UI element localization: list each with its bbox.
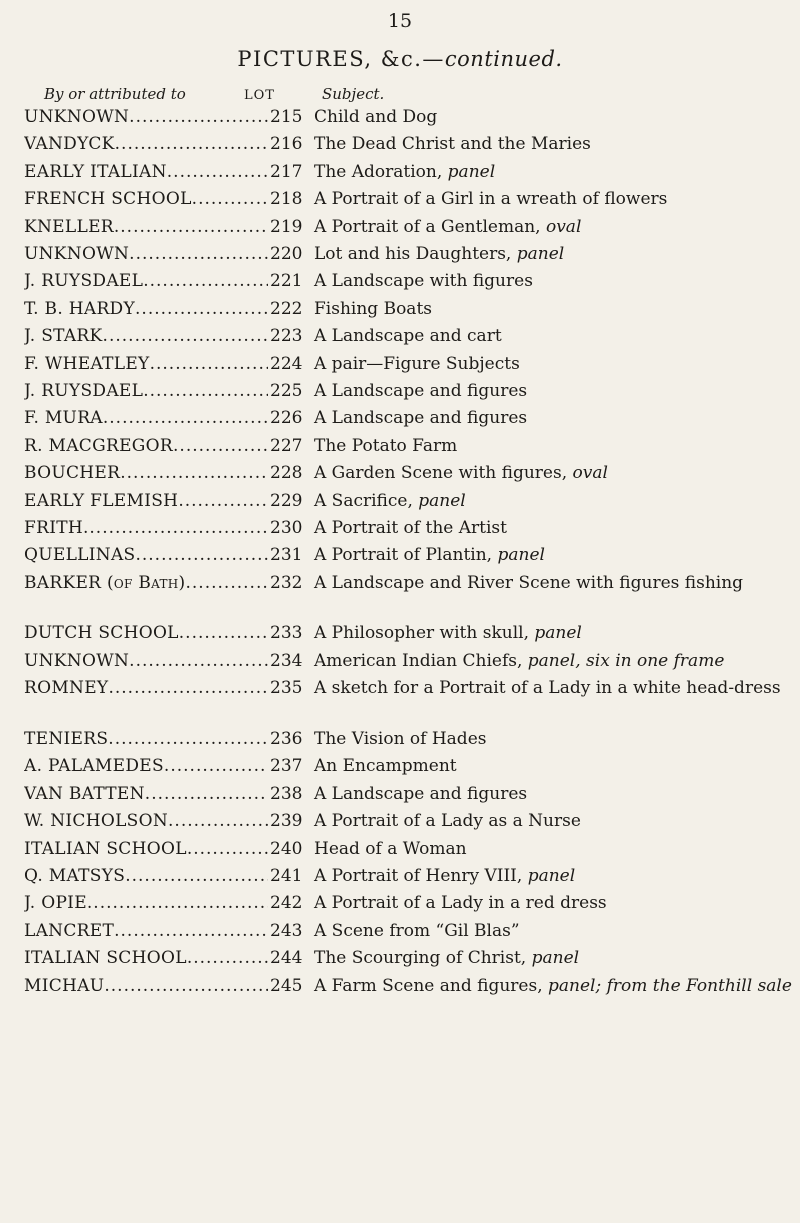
lot-number: 231 [270, 545, 303, 566]
artist-name: UNKNOWN ..... [24, 244, 268, 265]
subject-text [314, 573, 800, 594]
artist-name: DUTCH SCHOOL ..... [24, 623, 268, 644]
subject-title: A Garden Scene with figures, [314, 463, 568, 484]
subject-title: A Scene from “Gil Blas” [314, 920, 520, 941]
artist-name: VANDYCK ..... [24, 134, 268, 155]
subject-text [314, 975, 792, 997]
subject-text [314, 436, 784, 457]
subject-note: oval [572, 463, 608, 484]
subject-title: A Portrait of the Artist [314, 518, 507, 538]
subject-note: panel [531, 948, 580, 969]
lot-number: 236 [270, 728, 303, 749]
running-title-main: PICTURES, &c.— [237, 47, 445, 71]
lot-number: 216 [270, 134, 303, 155]
page-number: 15 [387, 10, 413, 32]
artist-name: J. RUYSDAEL ..... [24, 381, 268, 402]
lot-number: 235 [270, 678, 303, 699]
artist-name: A. PALAMEDES ..... [24, 756, 268, 777]
subject-text [314, 839, 784, 860]
subject-title: A Portrait of Henry VIII, [314, 865, 523, 886]
subject-text [314, 162, 784, 183]
artist-name: KNELLER ..... [24, 217, 268, 238]
lot-number: 243 [270, 920, 303, 941]
lot-number: 218 [270, 189, 303, 210]
lot-number: 222 [270, 298, 303, 319]
subject-text [314, 729, 784, 750]
artist-name: UNKNOWN ..... [24, 651, 268, 672]
subject-text [314, 354, 784, 375]
subject-title: A Portrait of a Girl in a wreath of flowers [314, 189, 668, 210]
artist-name: J. RUYSDAEL ..... [24, 271, 268, 292]
subject-title: American Indian Chiefs, [314, 650, 523, 671]
subject-note: panel; from the Fonthill sale [548, 975, 792, 996]
subject-title: A Sacrifice, [314, 490, 413, 511]
lot-number: 226 [270, 408, 303, 429]
subject-note: panel [418, 490, 466, 511]
subject-title: A Portrait of a Lady as a Nurse [314, 811, 581, 832]
artist-name: ROMNEY ..... [24, 678, 268, 699]
artist-name: ITALIAN SCHOOL ..... [24, 948, 268, 969]
artist-name: J. OPIE ..... [24, 893, 268, 914]
lot-number: 233 [270, 623, 303, 644]
lot-number: 224 [270, 353, 303, 374]
subject-title: A Portrait of Plantin, [314, 545, 493, 566]
column-header-lot: LOT [244, 88, 275, 103]
lot-number: 245 [270, 975, 303, 996]
subject-title: The Potato Farm [314, 435, 458, 456]
artist-name: VAN BATTEN ..... [24, 784, 268, 805]
artist-name: TENIERS ..... [24, 729, 268, 750]
running-title-continued: continued. [444, 47, 563, 71]
subject-text [314, 463, 784, 484]
artist-name: F. MURA ..... [24, 408, 268, 429]
subject-title: An Encampment [314, 756, 457, 777]
subject-title: Fishing Boats [314, 298, 432, 319]
subject-text [314, 811, 784, 832]
subject-title: A Landscape and cart [314, 326, 502, 347]
subject-title: A Farm Scene and figures, [314, 975, 543, 996]
lot-number: 221 [270, 271, 303, 292]
artist-name: T. B. HARDY ..... [24, 299, 268, 320]
subject-text [314, 189, 784, 210]
lot-number: 229 [270, 490, 303, 511]
subject-text [314, 299, 784, 320]
artist-name: FRENCH SCHOOL ..... [24, 189, 268, 210]
subject-title: The Adoration, [314, 161, 443, 182]
subject-title: The Scourging of Christ, [314, 948, 527, 969]
subject-title: Child and Dog [314, 107, 438, 127]
subject-text [314, 408, 784, 429]
lot-number: 241 [270, 865, 303, 886]
lot-number: 240 [270, 838, 303, 859]
subject-text [314, 217, 784, 238]
subject-text [314, 784, 784, 805]
artist-name: QUELLINAS ..... [24, 545, 268, 566]
subject-text [314, 921, 784, 942]
lot-number: 234 [270, 650, 303, 671]
artist-name: F. WHEATLEY ..... [24, 354, 268, 375]
artist-name: ITALIAN SCHOOL ..... [24, 839, 268, 860]
subject-text [314, 948, 784, 969]
subject-note: panel [497, 545, 545, 566]
subject-text [314, 518, 784, 539]
subject-note: panel [516, 244, 565, 264]
lot-number: 228 [270, 463, 303, 484]
artist-name: MICHAU ..... [24, 976, 268, 997]
subject-text [314, 491, 784, 512]
subject-note: panel, six in one frame [527, 650, 725, 671]
subject-title: A Philosopher with skull, [314, 623, 529, 644]
lot-number: 244 [270, 948, 303, 969]
lot-number: 215 [270, 107, 303, 127]
column-header-artist: By or attributed to [44, 85, 186, 103]
subject-title: A pair—Figure Subjects [314, 353, 520, 374]
lot-number: 223 [270, 326, 303, 347]
subject-title: A Landscape with figures [314, 271, 533, 292]
lot-number: 237 [270, 756, 303, 777]
subject-text [314, 623, 784, 644]
lot-number: 219 [270, 216, 303, 237]
subject-text [314, 866, 784, 887]
subject-text [314, 326, 784, 347]
subject-note: panel [527, 865, 576, 886]
artist-name: BARKER (of Bath) ..... [24, 573, 268, 594]
artist-name: EARLY ITALIAN ..... [24, 162, 268, 183]
lot-number: 242 [270, 893, 303, 914]
artist-name: J. STARK ..... [24, 326, 268, 347]
subject-text [314, 381, 784, 402]
subject-note: oval [545, 216, 582, 237]
artist-name: LANCRET ..... [24, 921, 268, 942]
lot-number: 220 [270, 244, 303, 264]
lot-number: 227 [270, 435, 303, 456]
subject-text [314, 893, 784, 914]
lot-number: 230 [270, 518, 303, 538]
subject-text [314, 244, 784, 265]
artist-name: Q. MATSYS ..... [24, 866, 268, 887]
subject-text [314, 678, 800, 699]
lot-number: 238 [270, 783, 303, 804]
subject-title: A Landscape and River Scene with figures fishing [314, 572, 744, 593]
artist-name: UNKNOWN ..... [24, 107, 268, 128]
artist-name: EARLY FLEMISH ..... [24, 491, 268, 512]
artist-name: BOUCHER ..... [24, 463, 268, 484]
subject-title: A Landscape and figures [314, 381, 528, 401]
subject-text [314, 134, 784, 155]
artist-name: R. MACGREGOR ..... [24, 436, 268, 457]
artist-name: FRITH ..... [24, 518, 268, 539]
lot-number: 225 [270, 381, 303, 401]
subject-title: A sketch for a Portrait of a Lady in a white head-dress [314, 678, 781, 699]
lot-number: 239 [270, 811, 303, 832]
subject-text [314, 545, 784, 566]
subject-title: The Dead Christ and the Maries [314, 134, 591, 155]
subject-title: A Portrait of a Gentleman, [314, 216, 541, 237]
subject-text [314, 756, 784, 777]
artist-name: W. NICHOLSON ..... [24, 811, 268, 832]
column-header-subject: Subject. [322, 85, 385, 103]
lot-number: 232 [270, 572, 303, 593]
subject-title: A Portrait of a Lady in a red dress [314, 893, 607, 914]
subject-title: A Landscape and figures [314, 408, 528, 429]
subject-note: panel [534, 623, 582, 644]
subject-text [314, 107, 784, 128]
subject-title: Head of a Woman [314, 838, 467, 859]
running-title [0, 47, 800, 71]
subject-title: Lot and his Daughters, [314, 244, 512, 264]
subject-title: A Landscape and figures [314, 783, 528, 804]
subject-title: The Vision of Hades [314, 728, 487, 749]
subject-note: panel [447, 161, 496, 182]
lot-number: 217 [270, 161, 303, 182]
subject-text [314, 651, 784, 672]
subject-text [314, 271, 784, 292]
